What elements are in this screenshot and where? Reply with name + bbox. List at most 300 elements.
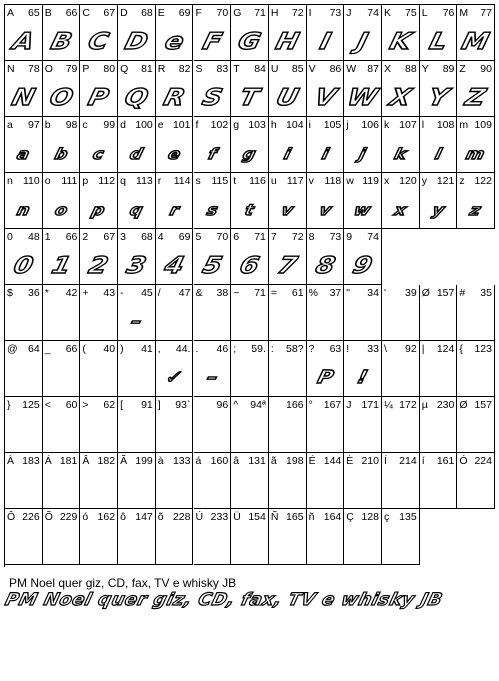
- glyph-label: [346, 175, 379, 187]
- glyph-code: 125: [22, 399, 40, 411]
- glyph-code: 171: [361, 399, 379, 411]
- glyph-code: 70: [216, 7, 229, 19]
- glyph-char: ': [384, 287, 387, 299]
- glyph-char: t: [233, 175, 237, 187]
- glyph-code: 91: [141, 399, 153, 411]
- glyph-label: [45, 7, 78, 19]
- glyph-label: [82, 7, 115, 19]
- glyph-sample: –: [128, 311, 145, 332]
- glyph-code: 108: [436, 119, 455, 131]
- glyph-cell: [118, 453, 156, 509]
- glyph-code: 43: [103, 287, 116, 299]
- glyph-code: 62: [103, 399, 116, 411]
- glyph-label: [233, 511, 266, 523]
- glyph-label: [120, 343, 153, 355]
- glyph-code: 162: [97, 511, 116, 523]
- glyph-code: 89: [442, 63, 455, 75]
- glyph-cell: [382, 453, 420, 509]
- grid-row: [5, 173, 495, 229]
- glyph-code: 128: [361, 511, 379, 523]
- glyph-char: M: [459, 7, 469, 19]
- glyph-char: Ñ: [270, 511, 279, 523]
- glyph-code: 164: [323, 511, 342, 523]
- glyph-label: [45, 287, 78, 299]
- glyph-label: [45, 119, 78, 131]
- glyph-code: 228: [172, 511, 191, 523]
- glyph-sample: z: [468, 201, 483, 219]
- glyph-code: 106: [361, 119, 379, 131]
- glyph-char: <: [44, 399, 51, 411]
- glyph-char: p: [82, 175, 89, 187]
- glyph-label: [384, 343, 417, 355]
- glyph-sample: T: [237, 85, 262, 111]
- glyph-cell: [5, 453, 43, 509]
- glyph-char: l: [421, 119, 425, 131]
- glyph-char: {: [459, 343, 463, 355]
- glyph-char: N: [7, 63, 15, 75]
- glyph-cell: [382, 509, 420, 565]
- glyph-code: 113: [136, 175, 153, 187]
- glyph-code: 230: [436, 399, 455, 411]
- glyph-sample: e: [161, 29, 187, 55]
- glyph-char: 0: [7, 231, 13, 243]
- glyph-label: [422, 63, 455, 75]
- glyph-code: 65: [28, 7, 40, 19]
- glyph-cell: [118, 397, 156, 453]
- glyph-label: [459, 287, 492, 299]
- glyph-label: [346, 343, 379, 355]
- glyph-label: [7, 343, 40, 355]
- glyph-code: 40: [103, 343, 116, 355]
- glyph-code: 98: [65, 119, 78, 131]
- glyph-sample: 0: [10, 253, 36, 279]
- glyph-sample: i: [282, 145, 293, 163]
- glyph-cell: [344, 509, 382, 565]
- glyph-char: z: [459, 175, 465, 187]
- glyph-char: Ô: [7, 511, 16, 523]
- glyph-sample: f: [205, 145, 218, 163]
- glyph-cell: [269, 397, 307, 453]
- glyph-label: [158, 343, 191, 355]
- glyph-char: I: [308, 7, 312, 19]
- glyph-code: 154: [248, 511, 266, 523]
- glyph-cell: [43, 509, 81, 565]
- glyph-label: [459, 175, 492, 187]
- glyph-char: c: [82, 119, 88, 131]
- glyph-sample: M: [459, 29, 493, 55]
- glyph-char: $: [7, 287, 13, 299]
- grid-row: [5, 5, 495, 61]
- sample-text: PM Noel quer giz, CD, fax, TV e whisky JB: [9, 576, 237, 590]
- glyph-label: [196, 119, 229, 131]
- glyph-label: [45, 63, 78, 75]
- glyph-label: [422, 7, 455, 19]
- glyph-code: 120: [399, 175, 417, 187]
- glyph-code: 114: [173, 175, 191, 187]
- glyph-code: 59.: [251, 343, 266, 355]
- glyph-sample: C: [85, 29, 112, 55]
- glyph-char: v: [308, 175, 314, 187]
- glyph-char: ?: [308, 343, 315, 355]
- glyph-char: ó: [82, 511, 89, 523]
- glyph-code: 70: [216, 231, 229, 243]
- glyph-sample: k: [392, 145, 409, 163]
- glyph-label: [459, 399, 492, 411]
- glyph-label: [346, 63, 379, 75]
- glyph-sample: G: [235, 29, 264, 55]
- glyph-char: U: [270, 63, 279, 75]
- glyph-char: õ: [157, 511, 164, 523]
- glyph-code: 210: [361, 455, 379, 467]
- glyph-label: [346, 399, 379, 411]
- glyph-label: [233, 119, 266, 131]
- glyph-sample: !: [355, 367, 371, 388]
- glyph-cell: [269, 285, 307, 341]
- glyph-code: 116: [249, 175, 266, 187]
- glyph-label: [271, 287, 304, 299]
- glyph-sample: r: [167, 201, 181, 219]
- glyph-char: q: [120, 175, 126, 187]
- glyph-code: 35: [480, 287, 492, 299]
- glyph-code: 119: [362, 175, 379, 187]
- glyph-label: [271, 7, 304, 19]
- glyph-cell: [269, 453, 307, 509]
- glyph-code: 71: [254, 231, 266, 243]
- glyph-label: [384, 175, 417, 187]
- glyph-sample: –: [204, 367, 220, 388]
- glyph-code: 66: [65, 231, 78, 243]
- glyph-code: 101: [172, 119, 191, 131]
- glyph-label: [384, 119, 417, 131]
- glyph-cell: [457, 173, 495, 229]
- glyph-label: [7, 7, 40, 19]
- glyph-cell: [420, 453, 458, 509]
- glyph-sample: n: [14, 201, 32, 219]
- glyph-cell: [156, 397, 194, 453]
- glyph-char: 9: [346, 231, 353, 243]
- glyph-label: [459, 455, 492, 467]
- glyph-char: .: [195, 343, 199, 355]
- glyph-char: á: [195, 455, 202, 467]
- glyph-char: à: [157, 455, 164, 467]
- glyph-char: #: [459, 287, 466, 299]
- glyph-label: [309, 7, 342, 19]
- character-map-grid: [4, 4, 495, 567]
- glyph-cell: [420, 341, 458, 397]
- glyph-sample: 8: [312, 253, 338, 279]
- glyph-code: 81: [141, 63, 153, 75]
- glyph-sample: i: [319, 145, 331, 163]
- glyph-code: 110: [22, 175, 40, 187]
- glyph-cell: [5, 509, 43, 565]
- grid-row: [5, 229, 495, 285]
- glyph-label: [158, 399, 191, 411]
- glyph-code: 226: [22, 511, 40, 523]
- glyph-char: b: [44, 119, 51, 131]
- glyph-cell: [156, 285, 194, 341]
- glyph-char: â: [233, 455, 240, 467]
- glyph-char: =: [270, 287, 278, 299]
- glyph-label: [233, 343, 266, 355]
- glyph-cell: [307, 453, 345, 509]
- glyph-code: 79: [65, 63, 78, 75]
- glyph-code: 67: [103, 7, 116, 19]
- glyph-char: y: [421, 175, 427, 187]
- glyph-code: 38: [216, 287, 229, 299]
- glyph-cell: [382, 285, 420, 341]
- glyph-cell: [307, 397, 345, 453]
- glyph-char: 5: [195, 231, 202, 243]
- glyph-label: [158, 175, 191, 187]
- glyph-code: 112: [98, 175, 116, 187]
- glyph-sample: t: [243, 201, 256, 219]
- glyph-sample: 4: [161, 253, 187, 279]
- glyph-code: 121: [436, 175, 455, 187]
- glyph-char: ": [346, 287, 351, 299]
- glyph-sample: 3: [123, 253, 149, 279]
- empty-cell: [420, 509, 458, 565]
- glyph-char: F: [195, 7, 202, 19]
- glyph-char: ): [120, 343, 124, 355]
- glyph-code: 71: [254, 7, 266, 19]
- glyph-code: 34: [367, 287, 379, 299]
- glyph-char: !: [346, 343, 350, 355]
- glyph-char: Ú: [195, 511, 204, 523]
- empty-cell: [420, 229, 458, 285]
- glyph-label: [459, 63, 492, 75]
- glyph-label: [346, 7, 379, 19]
- glyph-code: 131: [248, 455, 266, 467]
- glyph-label: [271, 175, 304, 187]
- glyph-code: 99: [103, 119, 116, 131]
- glyph-char: *: [44, 287, 49, 299]
- glyph-code: 83: [216, 63, 229, 75]
- glyph-sample: 5: [199, 253, 225, 279]
- glyph-label: [196, 175, 229, 187]
- glyph-char: ^: [233, 399, 239, 411]
- glyph-code: 144: [323, 455, 342, 467]
- glyph-label: [45, 175, 78, 187]
- glyph-label: [309, 287, 342, 299]
- glyph-code: 58?: [286, 343, 304, 355]
- glyph-label: [196, 287, 229, 299]
- glyph-label: [309, 175, 342, 187]
- glyph-sample: v: [317, 201, 333, 219]
- glyph-char: u: [270, 175, 277, 187]
- glyph-label: [7, 119, 40, 131]
- glyph-sample: P: [85, 85, 112, 111]
- glyph-code: 109: [474, 119, 492, 131]
- glyph-char: m: [459, 119, 469, 131]
- glyph-label: [82, 287, 115, 299]
- glyph-code: 88: [405, 63, 417, 75]
- glyph-label: [82, 399, 115, 411]
- glyph-char: Ø: [421, 287, 430, 299]
- glyph-char: R: [157, 63, 166, 75]
- glyph-cell: [43, 341, 81, 397]
- glyph-code: 93`: [175, 399, 191, 411]
- glyph-char: %: [308, 287, 318, 299]
- glyph-label: [158, 231, 191, 243]
- glyph-label: [7, 511, 40, 523]
- glyph-label: [309, 343, 342, 355]
- glyph-label: [384, 7, 417, 19]
- glyph-code: 198: [286, 455, 304, 467]
- glyph-char: \: [384, 343, 387, 355]
- glyph-code: 181: [59, 455, 78, 467]
- glyph-label: [82, 511, 115, 523]
- glyph-label: [196, 455, 229, 467]
- glyph-code: 92: [405, 343, 417, 355]
- glyph-label: [271, 455, 304, 467]
- glyph-sample: o: [52, 201, 70, 219]
- glyph-label: [422, 399, 455, 411]
- glyph-cell: [118, 285, 156, 341]
- glyph-code: 73: [329, 231, 342, 243]
- sample-render: PM Noel quer giz, CD, fax, TV e whisky JB: [3, 590, 445, 610]
- glyph-code: 68: [141, 7, 153, 19]
- glyph-label: [309, 399, 342, 411]
- glyph-code: 61: [291, 287, 304, 299]
- glyph-code: 72: [291, 7, 304, 19]
- glyph-char: O: [44, 63, 53, 75]
- glyph-cell: [80, 341, 118, 397]
- glyph-sample: 9: [350, 253, 376, 279]
- glyph-sample: j: [357, 145, 368, 163]
- glyph-char: E: [157, 7, 165, 19]
- glyph-char: d: [120, 119, 126, 131]
- glyph-label: [271, 399, 304, 411]
- glyph-cell: [457, 5, 495, 61]
- glyph-label: [233, 455, 266, 467]
- empty-cell: [382, 229, 420, 285]
- glyph-label: [346, 287, 379, 299]
- glyph-char: Ó: [459, 455, 468, 467]
- glyph-label: [45, 511, 78, 523]
- glyph-sample: H: [272, 29, 302, 55]
- glyph-char: n: [7, 175, 13, 187]
- glyph-label: [120, 63, 153, 75]
- glyph-label: [158, 455, 191, 467]
- glyph-code: 161: [436, 455, 455, 467]
- glyph-char: -: [120, 287, 124, 299]
- glyph-char: 6: [233, 231, 240, 243]
- glyph-sample: D: [122, 29, 151, 55]
- glyph-sample: c: [91, 145, 107, 163]
- glyph-char: Á: [44, 455, 52, 467]
- glyph-label: [384, 287, 417, 299]
- glyph-sample: A: [9, 29, 37, 55]
- glyph-code: 199: [135, 455, 153, 467]
- glyph-char: 4: [157, 231, 164, 243]
- glyph-code: 68: [141, 231, 153, 243]
- glyph-label: [196, 7, 229, 19]
- glyph-label: [459, 7, 492, 19]
- glyph-label: [7, 231, 40, 243]
- glyph-char: Ø: [459, 399, 468, 411]
- glyph-cell: [194, 453, 232, 509]
- glyph-cell: [5, 397, 43, 453]
- glyph-code: 133: [172, 455, 191, 467]
- glyph-sample: O: [46, 85, 76, 111]
- glyph-label: [120, 231, 153, 243]
- glyph-cell: [457, 397, 495, 453]
- glyph-label: [120, 287, 153, 299]
- empty-cell: [457, 509, 495, 565]
- glyph-char: µ: [421, 399, 428, 411]
- glyph-char: ã: [270, 455, 277, 467]
- glyph-char: J: [346, 399, 352, 411]
- glyph-label: [459, 119, 492, 131]
- glyph-code: 172: [399, 399, 417, 411]
- glyph-cell: [307, 509, 345, 565]
- glyph-code: 87: [367, 63, 379, 75]
- glyph-cell: [5, 341, 43, 397]
- glyph-char: @: [7, 343, 18, 355]
- glyph-code: 118: [324, 175, 342, 187]
- glyph-sample: d: [128, 145, 145, 163]
- glyph-cell: [231, 453, 269, 509]
- glyph-code: 85: [291, 63, 304, 75]
- glyph-label: [7, 63, 40, 75]
- glyph-cell: [382, 397, 420, 453]
- glyph-label: [196, 399, 229, 411]
- glyph-sample: Q: [121, 85, 151, 111]
- glyph-sample: F: [199, 29, 225, 55]
- glyph-code: 60: [65, 399, 78, 411]
- glyph-char: Q: [120, 63, 129, 75]
- grid-row: [5, 117, 495, 173]
- glyph-char: Ç: [346, 511, 354, 523]
- glyph-char: h: [270, 119, 277, 131]
- glyph-label: [271, 511, 304, 523]
- glyph-cell: [194, 285, 232, 341]
- glyph-code: 229: [59, 511, 78, 523]
- glyph-code: 100: [135, 119, 153, 131]
- glyph-cell: [194, 509, 232, 565]
- glyph-label: [233, 399, 266, 411]
- glyph-sample: 6: [237, 253, 262, 279]
- glyph-cell: [344, 285, 382, 341]
- glyph-label: [120, 511, 153, 523]
- glyph-code: 71: [254, 287, 266, 299]
- glyph-char: ,: [157, 343, 161, 355]
- glyph-label: [271, 343, 304, 355]
- glyph-sample: S: [199, 85, 225, 111]
- glyph-code: 111: [61, 175, 78, 187]
- glyph-cell: [156, 453, 194, 509]
- glyph-code: 214: [399, 455, 417, 467]
- glyph-label: [82, 119, 115, 131]
- glyph-char: S: [195, 63, 203, 75]
- glyph-cell: [231, 341, 269, 397]
- glyph-code: 86: [329, 63, 342, 75]
- glyph-label: [82, 343, 115, 355]
- glyph-label: [196, 511, 229, 523]
- glyph-cell: [194, 341, 232, 397]
- glyph-code: 105: [323, 119, 342, 131]
- glyph-char: |: [421, 343, 425, 355]
- glyph-label: [45, 455, 78, 467]
- glyph-char: x: [384, 175, 390, 187]
- grid-row: [5, 509, 495, 565]
- glyph-cell: [156, 509, 194, 565]
- glyph-code: 182: [97, 455, 116, 467]
- glyph-code: 115: [211, 175, 229, 187]
- glyph-sample: Y: [425, 85, 451, 111]
- glyph-code: 63: [329, 343, 342, 355]
- glyph-char: e: [157, 119, 164, 131]
